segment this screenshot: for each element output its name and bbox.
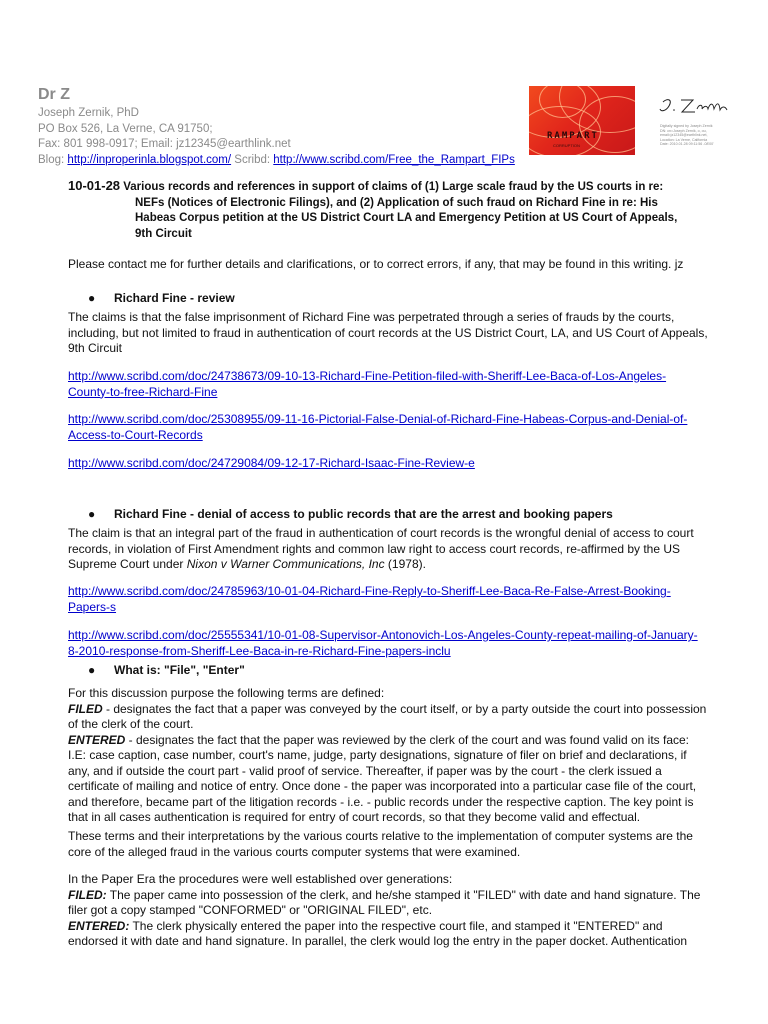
author-name: Dr Z — [38, 86, 70, 103]
case-citation: Nixon v Warner Communications, Inc — [186, 557, 385, 571]
author-full-name: Joseph Zernik, PhD — [38, 107, 139, 119]
sig-line: Date: 2010.01.28 09:11:56 -08'00' — [660, 142, 714, 147]
paper-term-entered: ENTERED: — [68, 918, 130, 933]
sig-line: email=jz12345@earthlink.net, — [660, 133, 708, 138]
section2-body — [68, 526, 708, 573]
sig-line: DN: cn=Joseph Zernik, o, ou, — [660, 128, 707, 133]
section1-body: The claims is that the false imprisonment of Richard Fine was perpetrated through a series of frauds by the courts, including, but not limited to fraud in authentication of court records at the US District Court, LA, and US Court of Appeals, 9th Circuit — [68, 310, 708, 355]
terms-paragraph: These terms and their interpretations by the various courts relative to the implementation of computer systems are the core of the alleged fraud in the various courts computer systems that were examined. — [68, 829, 693, 859]
logo-word: RAMPART — [547, 131, 599, 141]
logo-subtitle: CORRUPTION — [553, 143, 580, 148]
sig-line: Location: La Verne, California — [660, 137, 708, 142]
paper-def-filed: The paper came into possession of the clerk, and he/she stamped it "FILED" with date and hand signature. The filer got a copy stamped "CONFORMED" or "ORIGINAL FILED", etc. — [68, 887, 701, 917]
paper-era-block — [68, 872, 708, 950]
digital-signature-details — [660, 124, 755, 147]
section-heading-text: What is: "File", "Enter" — [114, 663, 245, 677]
title-line-2: NEFs (Notices of Electronic Filings), and (2) Application of such fraud on Richard Fine in re: His — [135, 196, 658, 209]
link-fine-petition[interactable]: http://www.scribd.com/doc/24738673/09-10-13-Richard-Fine-Petition-filed-with-Sheriff-Lee-Baca-of-Los-Angeles-County-to-free-Richard-Fine — [68, 369, 667, 399]
sig-line: Digitally signed by Joseph Zernik — [660, 124, 713, 128]
intro-paragraph: Please contact me for further details and clarifications, or to correct errors, if any, that may be found in this writing. jz — [68, 257, 684, 271]
section-heading-text: Richard Fine - denial of access to public records that are the arrest and booking papers — [114, 507, 613, 521]
author-address: PO Box 526, La Verne, CA 91750; — [38, 122, 213, 135]
paper-era-intro: In the Paper Era the procedures were well established over generations: — [68, 872, 453, 886]
author-links-line — [38, 153, 558, 169]
section-heading-fine-review — [88, 291, 235, 307]
scribd-label: Scribd: — [231, 153, 274, 166]
title-line-4: 9th Circuit — [135, 227, 192, 240]
link-antonovich-mailing[interactable]: http://www.scribd.com/doc/25555341/10-01-08-Supervisor-Antonovich-Los-Angeles-County-repeat-mailing-of-January-8-2010-response-from-Sheriff-Lee-Baca-in-re-Richard-Fine-papers-inclu — [68, 628, 698, 658]
section-heading-denial-of-access — [88, 507, 613, 523]
term-filed: FILED — [68, 701, 103, 716]
handwritten-signature — [657, 94, 729, 118]
rampart-logo — [529, 86, 635, 155]
link-fine-review[interactable]: http://www.scribd.com/doc/24729084/09-12-17-Richard-Isaac-Fine-Review-e — [68, 456, 475, 470]
letterhead — [38, 86, 558, 168]
definitions-intro: For this discussion purpose the following terms are defined: — [68, 686, 385, 700]
blog-link[interactable]: http://inproperinla.blogspot.com/ — [67, 153, 232, 166]
bullet-icon: ● — [88, 291, 96, 305]
bullet-icon: ● — [88, 663, 96, 677]
link-reply-sheriff[interactable]: http://www.scribd.com/doc/24785963/10-01-04-Richard-Fine-Reply-to-Sheriff-Lee-Baca-Re-False-Arrest-Booking-Papers-s — [68, 584, 671, 614]
document-title — [68, 178, 728, 242]
author-fax-email: Fax: 801 998-0917; Email: jz12345@earthlink.net — [38, 138, 291, 150]
blog-label: Blog: — [38, 153, 68, 166]
paper-def-entered: The clerk physically entered the paper into the respective court file, and stamped it "ENTERED" and endorsed it with date and hand signature. In parallel, the clerk would log the entry in the paper docket. Authentication — [68, 918, 688, 948]
definitions-block — [68, 686, 708, 826]
section2-body-pre: The claim is that an integral part of the fraud in authentication of court records is the wrongful denial of access to court records, in violation of First Amendment rights and common law right to access court records, re-affirmed by the US Supreme Court under — [68, 526, 694, 571]
paper-term-filed: FILED: — [68, 887, 107, 902]
title-line-1: Various records and references in support of claims of (1) Large scale fraud by the US courts in re: — [120, 181, 664, 193]
def-entered: - designates the fact that the paper was reviewed by the clerk of the court and was found valid on its face: I.E: case caption, case number, court's name, judge, party designations, signature of filer on brief and declarations, if any, and if outside the court part - valid proof of service. Thereafter, if paper was by the court - the clerk issued a certificate of mailing and notice of entry. Once done - the paper was incorporated into a particular case file of the court, and therefore, became part of the litigation records - i.e. - public records under the respective caption. The key point is that in all cases authentication is required for entry of court records, so that they become valid and effectual. — [68, 732, 697, 824]
bullet-icon: ● — [88, 507, 96, 521]
link-pictorial-denial[interactable]: http://www.scribd.com/doc/25308955/09-11-16-Pictorial-False-Denial-of-Richard-Fine-Habeas-Corpus-and-Denial-of-Access-to-Court-Records — [68, 412, 688, 442]
def-filed: - designates the fact that a paper was conveyed by the court itself, or by a party outside the court into possession of the clerk of the court. — [68, 701, 707, 731]
term-entered: ENTERED — [68, 732, 126, 747]
title-date: 10-01-28 — [68, 178, 121, 193]
section-heading-text: Richard Fine - review — [114, 291, 235, 305]
scribd-link[interactable]: http://www.scribd.com/Free_the_Rampart_FIPs — [273, 153, 515, 166]
section2-body-post: (1978). — [384, 557, 426, 571]
section-heading-file-enter — [88, 663, 245, 679]
title-line-3: Habeas Corpus petition at the US District Court LA and Emergency Petition at US Court of Appeals, — [135, 212, 678, 224]
